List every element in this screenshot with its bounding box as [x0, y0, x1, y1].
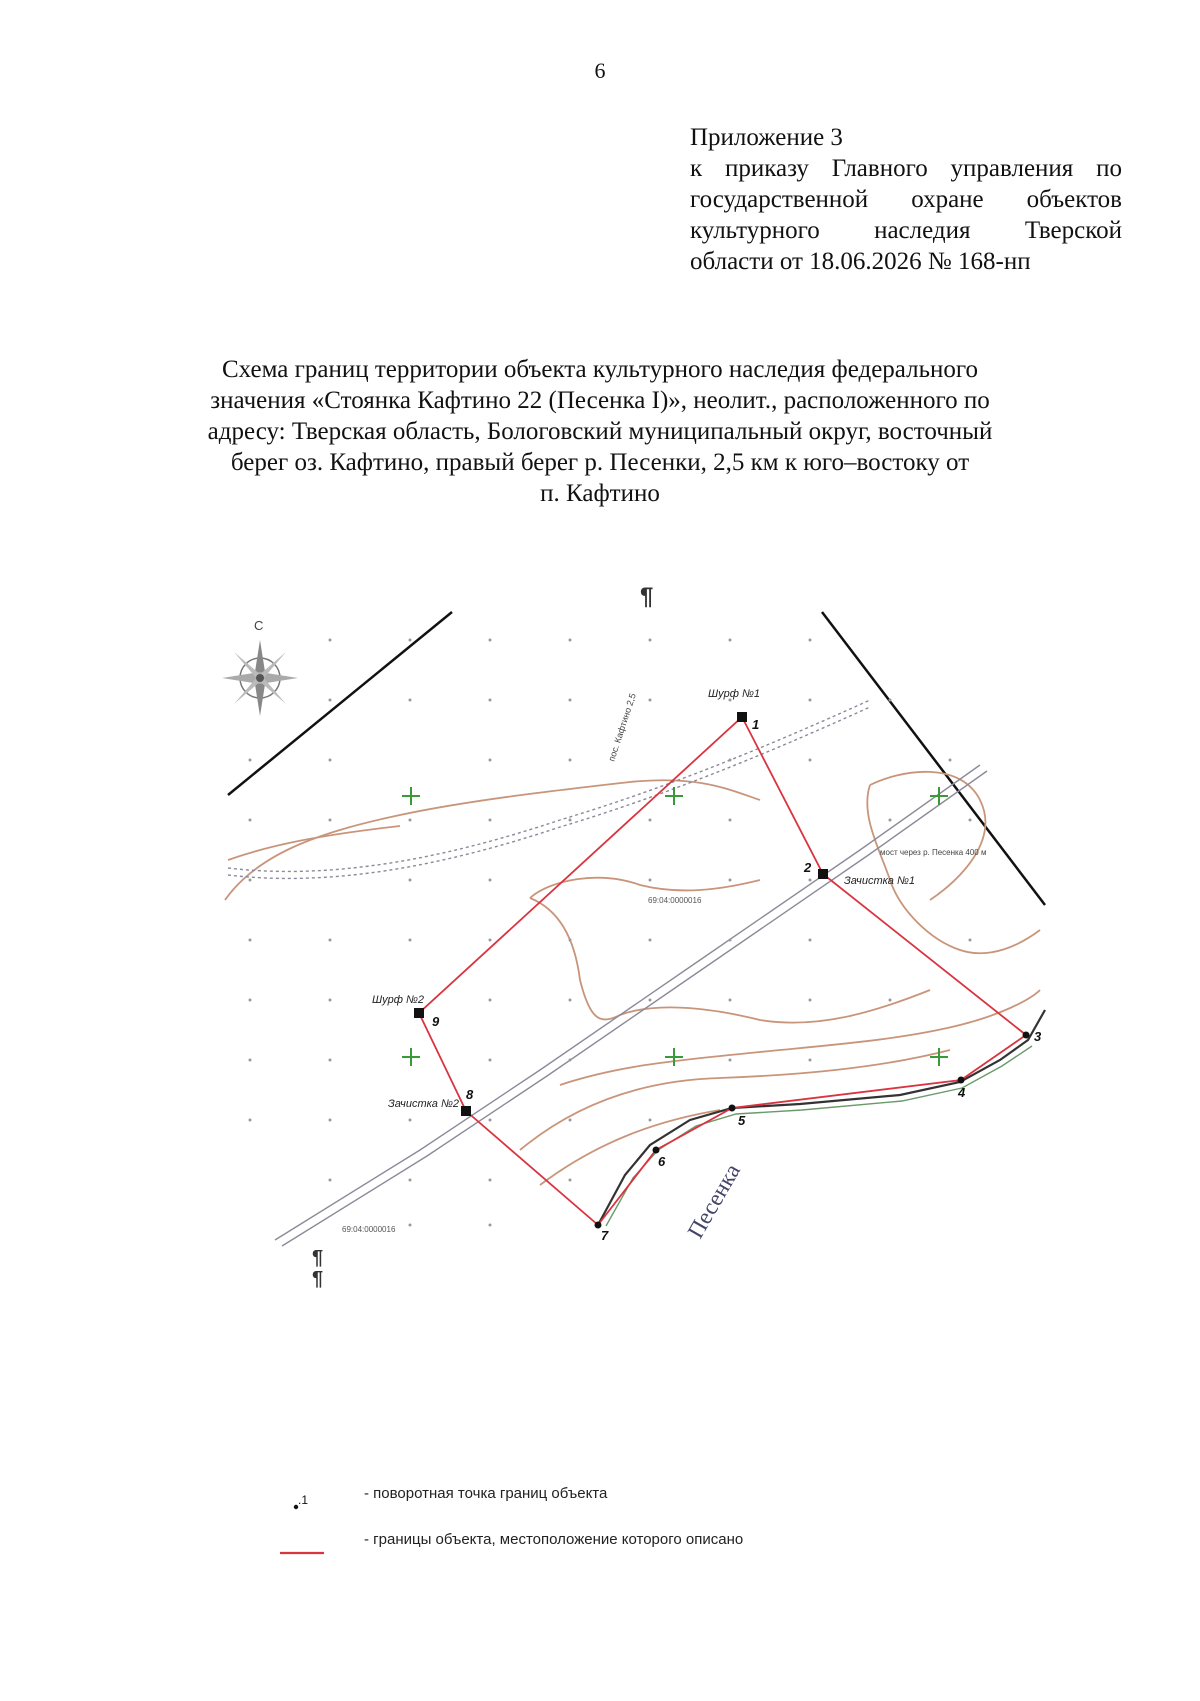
turning-point-label: 6 — [658, 1154, 666, 1169]
turning-point-label: 5 — [738, 1113, 746, 1128]
turning-point-marker — [461, 1106, 471, 1116]
turning-point-label: 4 — [958, 1085, 966, 1100]
compass-north-label: С — [254, 618, 264, 633]
annotation-text: пос. Кафтино 2,5 — [606, 692, 638, 763]
cadastral-label: 69:04:0000016 — [648, 896, 702, 905]
title-line: Схема границ территории объекта культурного наследия федерального — [221, 356, 979, 383]
pilcrow-mark: ¶ — [640, 583, 654, 610]
appendix-line: государственной охране объектов — [690, 186, 1122, 213]
appendix-line: культурного наследия Тверской — [690, 217, 1122, 244]
contour-lines — [225, 772, 1040, 1185]
turning-point-label: 8 — [466, 1087, 474, 1102]
turning-point-label: 7 — [601, 1228, 609, 1243]
title-line: адресу: Тверская область, Бологовский муниципальный округ, восточный — [207, 418, 993, 445]
legend-line-text: - границы объекта, местоположение которого описано — [364, 1531, 744, 1548]
turning-point-note: Шурф №1 — [708, 688, 761, 700]
turning-point-label: 3 — [1034, 1029, 1042, 1044]
object-boundary — [419, 717, 1026, 1225]
title-line: п. Кафтино — [540, 480, 660, 507]
pilcrow-mark: ¶ — [312, 1247, 324, 1269]
appendix-line: Приложение 3 — [690, 124, 843, 151]
turning-point-label: 1 — [752, 717, 760, 732]
map-edge-line — [822, 612, 1045, 905]
turning-point-marker — [958, 1077, 965, 1084]
turning-point-marker — [818, 869, 828, 879]
legend-point-text: - поворотная точка границ объекта — [364, 1485, 608, 1502]
title-line: значения «Стоянка Кафтино 22 (Песенка I)», неолит., расположенного по — [210, 387, 990, 414]
title-line: берег оз. Кафтино, правый берег р. Песенки, 2,5 км к юго–востоку от — [230, 449, 970, 476]
turning-point-label: 2 — [804, 860, 812, 875]
cadastral-label: 69:04:0000016 — [342, 1225, 396, 1234]
turning-point-note: Шурф №2 — [372, 994, 425, 1006]
turning-point-marker — [729, 1105, 736, 1112]
river-line — [598, 1010, 1045, 1226]
page-number: 6 — [594, 58, 606, 83]
annotation-text: мост через р. Песенка 400 м — [880, 848, 987, 857]
legend-point-label: .1 — [298, 1493, 309, 1507]
appendix-line: области от 18.06.2026 № 168-нп — [690, 248, 1031, 275]
appendix-line: к приказу Главного управления по — [690, 155, 1122, 182]
turning-point-marker — [414, 1008, 424, 1018]
road-lines — [228, 700, 987, 1246]
elevation-points — [249, 639, 972, 1227]
turning-point-marker — [653, 1147, 660, 1154]
legend — [280, 1485, 743, 1553]
turning-point-marker — [1023, 1032, 1030, 1039]
compass-rose-icon — [222, 618, 298, 716]
grid-crosses — [402, 787, 948, 1066]
turning-point-marker — [737, 712, 747, 722]
turning-point-note: Зачистка №1 — [844, 875, 916, 887]
turning-point-label: 9 — [432, 1014, 440, 1029]
river-name-label: Песенка — [682, 1159, 746, 1243]
pilcrow-mark: ¶ — [312, 1268, 324, 1290]
turning-point-note: Зачистка №2 — [388, 1098, 460, 1110]
